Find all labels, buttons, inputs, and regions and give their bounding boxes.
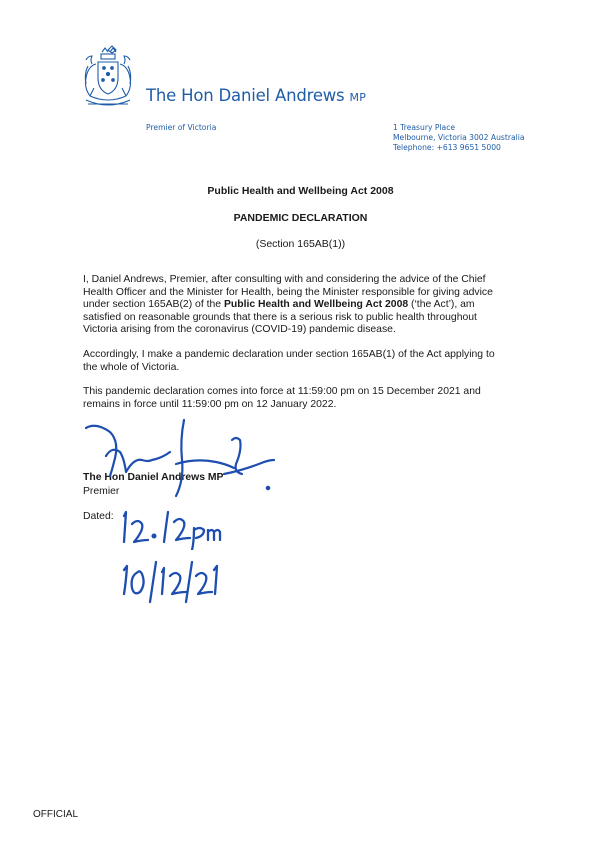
address-line: 1 Treasury Place bbox=[393, 123, 456, 132]
minister-name: The Hon Daniel Andrews MP bbox=[146, 86, 367, 105]
text-line: satisfied on reasonable grounds that there is a serious risk to public health throughout bbox=[83, 311, 477, 323]
office-address bbox=[393, 123, 524, 153]
signer-role: Premier bbox=[83, 486, 120, 497]
text-line: This pandemic declaration comes into force at 11:59:00 pm on 15 December 2021 and bbox=[83, 386, 481, 397]
declaration-paragraph-3 bbox=[83, 386, 523, 411]
handwritten-signature bbox=[84, 418, 284, 498]
text-line: remains in force until 11:59:00 pm on 12 January 2022. bbox=[83, 398, 337, 410]
security-classification: OFFICIAL bbox=[33, 809, 79, 820]
declaration-title: PANDEMIC DECLARATION bbox=[233, 212, 368, 224]
address-line: Melbourne, Victoria 3002 Australia bbox=[393, 133, 525, 142]
act-title: Public Health and Wellbeing Act 2008 bbox=[207, 185, 394, 197]
declaration-paragraph-2 bbox=[83, 349, 523, 374]
handwritten-time bbox=[116, 506, 226, 550]
section-reference: (Section 165AB(1)) bbox=[255, 238, 346, 250]
minister-suffix: MP bbox=[349, 91, 367, 104]
text-line: I, Daniel Andrews, Premier, after consulting with and considering the advice of the Chief bbox=[83, 274, 486, 285]
address-line: Telephone: +613 9651 5000 bbox=[393, 143, 501, 152]
dated-label: Dated: bbox=[83, 511, 114, 522]
declaration-paragraph-1 bbox=[83, 274, 523, 337]
handwritten-date bbox=[118, 558, 224, 606]
text-line: Accordingly, I make a pandemic declaration under section 165AB(1) of the Act applying to bbox=[83, 349, 495, 360]
text-line: under section 165AB(2) of the Public Health and Wellbeing Act 2008 (‘the Act’), am bbox=[83, 299, 475, 311]
victoria-coat-of-arms-icon bbox=[80, 44, 136, 108]
office-title: Premier of Victoria bbox=[146, 123, 217, 132]
text-line: Victoria arising from the coronavirus (COVID-19) pandemic disease. bbox=[83, 324, 396, 336]
text-line: Health Officer and the Minister for Health, being the Minister responsible for giving advice bbox=[83, 286, 493, 298]
signer-name: The Hon Daniel Andrews MP bbox=[83, 472, 224, 483]
act-name-bold: Public Health and Wellbeing Act 2008 bbox=[223, 299, 409, 311]
text-line: the whole of Victoria. bbox=[83, 361, 180, 373]
